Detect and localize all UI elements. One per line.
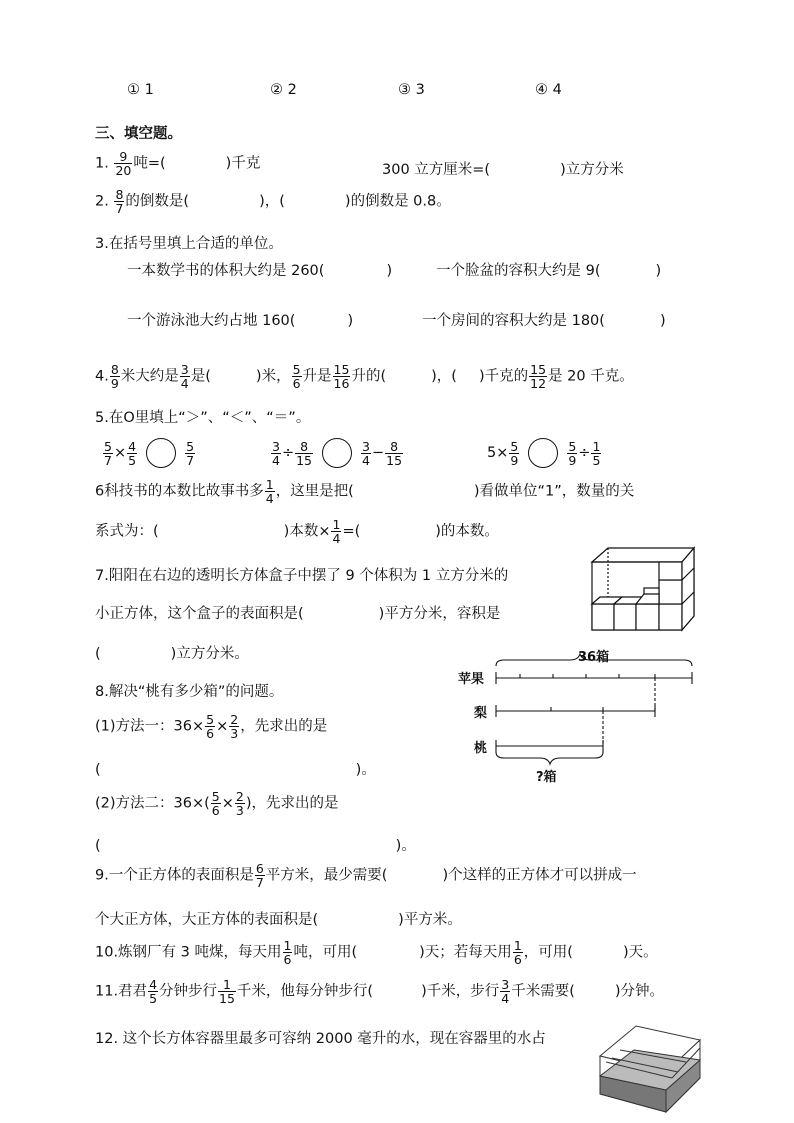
question-8-answer-1: ( )。 [95, 762, 376, 778]
question-3-d: 一个房间的容积大约是 180( ) [422, 313, 666, 329]
compare-expression-2: $\frac{3}{4}$ ÷ $\frac{8}{15}$ $\frac{3}{4}$ − $\frac{8}{15}$ [272, 438, 403, 468]
question-9-line-2: 个大正方体，大正方体的表面积是( )平方米。 [95, 912, 462, 928]
question-2: 2. $\frac{8}{7}$ 的倒数是( )，( )的倒数是 0.8。 [95, 187, 451, 216]
question-8-method-2: (2)方法二：36×( $\frac{5}{6}$ × $\frac{2}{3}$ )，先求出的是 [95, 789, 339, 818]
question-6-line-1: 6科技书的本数比故事书多 $\frac{1}{4}$ ，这里是把( )看做单位“1”，数量的关 [95, 477, 635, 506]
question-8-title: 8.解决“桃有多少箱”的问题。 [95, 684, 284, 700]
diagram-unknown-label: ?箱 [536, 770, 557, 785]
diagram-apple-label: 苹果 [458, 672, 485, 687]
question-3-a: 一本数学书的体积大约是 260( ) [127, 263, 393, 279]
question-3-b: 一个脸盆的容积大约是 9( ) [436, 263, 662, 279]
compare-circle[interactable] [322, 438, 352, 468]
option-4: ④ 4 [535, 82, 562, 98]
compare-expression-1: $\frac{5}{7}$ × $\frac{4}{5}$ $\frac{5}{7}$ [104, 438, 195, 468]
question-10: 10.炼钢厂有 3 吨煤，每天用 $\frac{1}{6}$ 吨，可用( )天；若每天用 $\frac{1}{6}$ ，可用( )天。 [95, 938, 658, 967]
option-2: ② 2 [270, 82, 297, 98]
fraction: $\frac{8}{7}$ [115, 187, 124, 216]
diagram-total-label: 36箱 [578, 650, 610, 665]
question-8-answer-2: ( )。 [95, 838, 416, 854]
question-12: 12. 这个长方体容器里最多可容纳 2000 毫升的水，现在容器里的水占 [95, 1031, 546, 1047]
section-title: 三、填空题。 [95, 126, 182, 142]
question-4: 4. $\frac{8}{9}$ 米大约是 $\frac{3}{4}$ 是( )米， $\frac{5}{6}$ 升是 $\frac{15}{16}$ 升的( )，( )千克的 $\frac{15}{12}$ 是 20 千克。 [95, 362, 634, 391]
compare-circle[interactable] [146, 438, 176, 468]
question-5-title: 5.在O里填上“＞”、“＜”、“＝”。 [95, 410, 311, 426]
compare-circle[interactable] [528, 438, 558, 468]
diagram-pear-label: 梨 [474, 706, 488, 721]
question-7-line-2: 小正方体，这个盒子的表面积是( )平方分米，容积是 [95, 606, 501, 622]
container-figure [596, 1020, 704, 1116]
question-3-c: 一个游泳池大约占地 160( ) [127, 313, 354, 329]
diagram-peach-label: 桃 [474, 741, 488, 756]
question-8-method-1: (1)方法一：36× $\frac{5}{6}$ × $\frac{2}{3}$ ，先求出的是 [95, 712, 328, 741]
option-3: ③ 3 [398, 82, 425, 98]
question-7-line-3: ( )立方分米。 [95, 646, 249, 662]
cuboid-box-figure [588, 544, 698, 634]
line-segment-diagram [490, 652, 700, 770]
question-7-line-1: 7.阳阳在右边的透明长方体盒子中摆了 9 个体积为 1 立方分米的 [95, 568, 509, 584]
question-11: 11.君君 $\frac{4}{5}$ 分钟步行 $\frac{1}{15}$ 千米，他每分钟步行( )千米，步行 $\frac{3}{4}$ 千米需要( )分钟。 [95, 977, 665, 1006]
question-6-line-2: 系式为：( )本数× $\frac{1}{4}$ =( )的本数。 [95, 517, 499, 546]
question-9-line-1: 9.一个正方体的表面积是 $\frac{6}{7}$ 平方米，最少需要( )个这样的正方体才可以拼成一 [95, 861, 637, 890]
option-1: ① 1 [127, 82, 154, 98]
compare-expression-3: 5× $\frac{5}{9}$ $\frac{5}{9}$ ÷ $\frac{1}{5}$ [487, 438, 601, 468]
question-1: 1. $\frac{9}{20}$ 吨=( )千克 [95, 149, 261, 178]
question-1-part-b: 300 立方厘米=( )立方分米 [382, 162, 624, 178]
fraction: $\frac{9}{20}$ [115, 149, 132, 178]
question-3-title: 3.在括号里填上合适的单位。 [95, 236, 283, 252]
